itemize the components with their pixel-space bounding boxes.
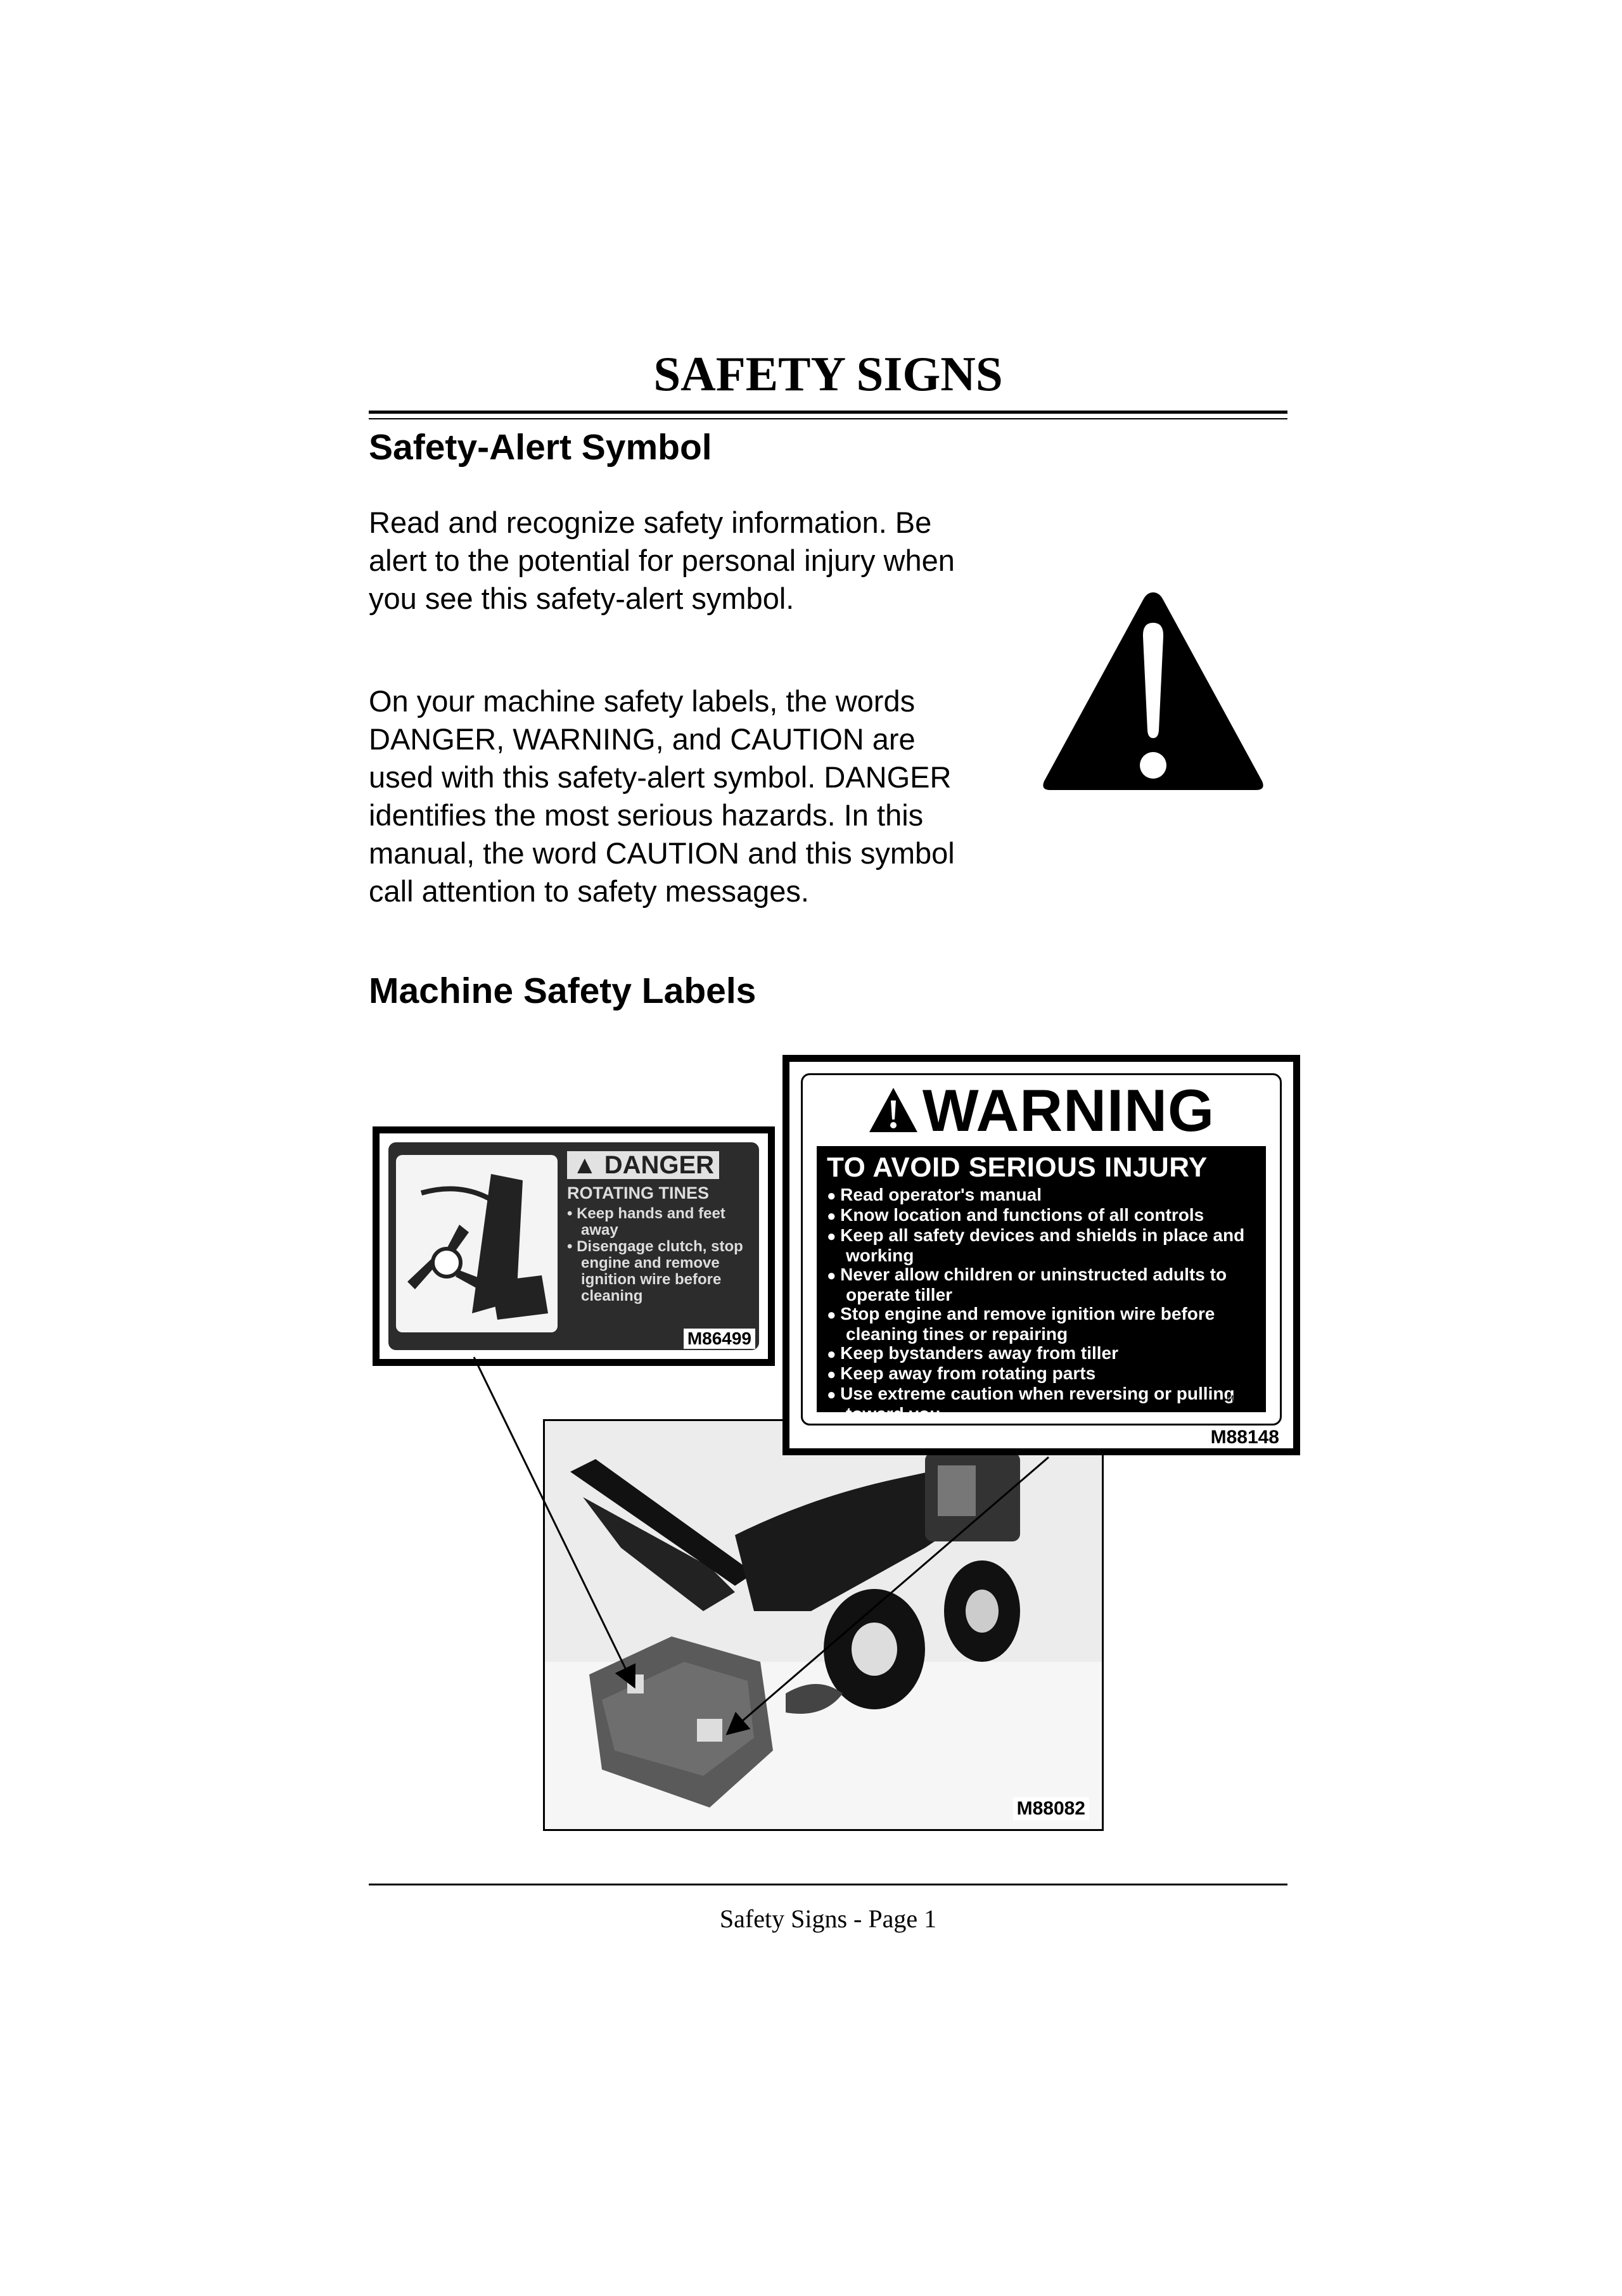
warning-items <box>827 1185 1256 1424</box>
warning-label-frame <box>782 1055 1300 1455</box>
danger-label-frame <box>373 1126 775 1366</box>
warning-label-code: M88148 <box>1210 1427 1279 1448</box>
danger-label-code: M86499 <box>684 1329 755 1349</box>
title-rule-thick <box>369 411 1287 414</box>
footer-rule <box>369 1884 1287 1885</box>
section-heading-machine-labels: Machine Safety Labels <box>369 971 757 1011</box>
danger-item: • Disengage clutch, stop engine and remove ignition wire before cleaning <box>567 1239 753 1304</box>
tiller-photo <box>543 1419 1104 1831</box>
photo-figure-code: M88082 <box>1013 1797 1089 1820</box>
warning-label <box>801 1073 1282 1425</box>
rotating-tines-icon <box>396 1155 558 1332</box>
paragraph-signal-words: On your machine safety labels, the words DANGER, WARNING, and CAUTION are used with this safety-alert symbol. DANGER identifies the most serious hazards. In this manual, the word CAUTION and this symbol call attention to safety messages. <box>369 684 955 908</box>
warning-item: ● Keep bystanders away from tiller <box>827 1344 1256 1364</box>
warning-heading: WARNING <box>803 1079 1280 1142</box>
page-footer: Safety Signs - Page 1 <box>719 1904 937 1933</box>
danger-text-block <box>567 1151 753 1304</box>
page-title: SAFETY SIGNS <box>653 347 1003 401</box>
danger-items <box>567 1206 753 1304</box>
warning-item: ● Know location and functions of all controls <box>827 1206 1256 1226</box>
danger-item: • Keep hands and feet away <box>567 1206 753 1239</box>
warning-label-part-number: M132405 <box>1226 1393 1263 1403</box>
warning-item: ● Keep away from rotating parts <box>827 1364 1256 1384</box>
warning-item: ● Stop engine and remove ignition wire before cleaning tines or repairing <box>827 1304 1256 1344</box>
title-rule-thin <box>369 418 1287 419</box>
section-heading-safety-alert: Safety-Alert Symbol <box>369 427 712 468</box>
safety-alert-triangle-icon <box>1039 586 1267 795</box>
warning-triangle-icon <box>868 1087 919 1133</box>
warning-subheading: TO AVOID SERIOUS INJURY <box>827 1152 1208 1183</box>
warning-item: ● Use extreme caution when reversing or pulling toward you <box>827 1384 1256 1424</box>
warning-message-box <box>817 1146 1266 1424</box>
warning-triangle-icon: ▲ <box>572 1151 597 1179</box>
warning-item: ● Never allow children or uninstructed adults to operate tiller <box>827 1265 1256 1304</box>
danger-subheading: ROTATING TINES <box>567 1183 709 1202</box>
danger-label <box>388 1142 759 1350</box>
paragraph-recognize-safety: Read and recognize safety information. Be alert to the potential for personal injury when you see this safety-alert symbol. <box>369 506 955 615</box>
danger-heading: ▲ DANGER <box>567 1151 719 1179</box>
warning-item: ● Read operator's manual <box>827 1185 1256 1206</box>
warning-item: ● Keep all safety devices and shields in place and working <box>827 1226 1256 1265</box>
